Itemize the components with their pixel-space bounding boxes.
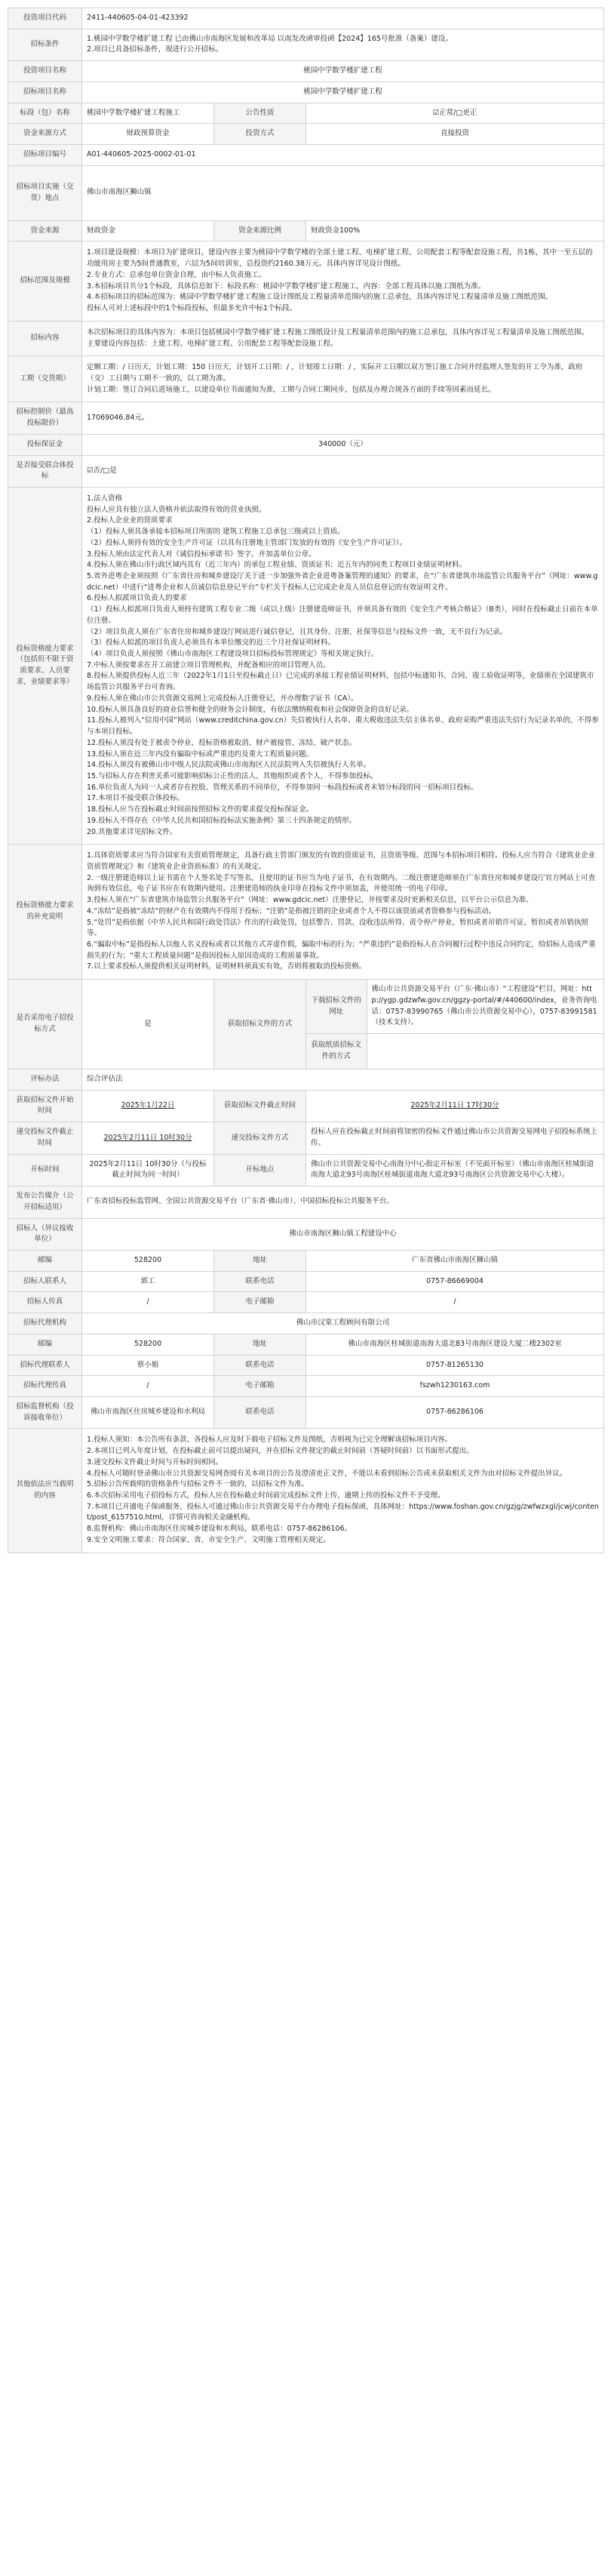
agency-addr-value: 佛山市南海区桂城街道南海大道北83号南海区建设大厦二楼2302室 bbox=[306, 1334, 604, 1355]
download-subtable bbox=[306, 980, 603, 1033]
tenderer-person-value: 郭工 bbox=[82, 1271, 214, 1292]
deposit-value: 340000（元） bbox=[82, 434, 604, 455]
qualification-line: 4.投标人须在佛山市行政区域内具有（近三年内）的承包工程业绩、资质证书；近五年内的同类工程项目业绩证明材料。 bbox=[87, 561, 467, 570]
agency-person-label: 招标代理联系人 bbox=[8, 1355, 82, 1376]
row-paper-method bbox=[306, 1034, 603, 1069]
submit-deadline-value: 2025年2月11日 10时30分 bbox=[82, 1122, 214, 1154]
agency-post-value: 528200 bbox=[82, 1334, 214, 1355]
notes-line: 8.监督机构：佛山市南海区住房城乡建设和水利局，联系电话：0757-86286106。 bbox=[87, 1525, 352, 1534]
tender-code-label: 招标项目编号 bbox=[8, 145, 82, 166]
tenderer-value: 佛山市南海区狮山镇工程建设中心 bbox=[82, 1218, 604, 1250]
paper-value bbox=[367, 1034, 603, 1069]
qualification-line: 6.投标人拟派项目负责人的要求 bbox=[87, 594, 187, 603]
qualification-line: 3.投标人须由法定代表人对《诚信投标承诺书》签字，并加盖单位公章。 bbox=[87, 549, 316, 559]
qualification-line: 5.省外进粤企业须按照《广东省住房和城乡建设厅关于进一步加强外省企业进粤备案管理的通知》的要求，在“广东省建筑市场监管公共服务平台”（网址：www.gdcic.net）中进行“进粤企业和人员诚信信息登记平台”专栏关于投标人已完成企业及人员信息登记的有效证明文件。 bbox=[87, 572, 598, 592]
row-agency bbox=[8, 1313, 604, 1334]
row-scope bbox=[8, 242, 604, 321]
row-supervisor bbox=[8, 1396, 604, 1428]
tenderer-post-value: 528200 bbox=[82, 1250, 214, 1271]
duration-line: 计划工期：签订合同后进场施工，以建设单位书面通知为准，工期与合同工期同步，包括及办理合规各方面的手续等因素而延长。 bbox=[87, 385, 496, 394]
qualification-line: （2）投标人须持有效的安全生产许可证（以具有注册地主管部门发放的有效的《安全生产许可证》）。 bbox=[87, 538, 407, 547]
scope-line: 投标人可对上述标段中的1个标段投标，但最多允许中标1个标段。 bbox=[87, 304, 297, 313]
tenderer-addr-value: 广东省佛山市南海区狮山镇 bbox=[306, 1250, 604, 1271]
doc-start-label: 获取招标文件开始时间 bbox=[8, 1090, 82, 1122]
notes-line: 9.安全文明施工要求：符合国家、省、市安全生产、文明施工管理相关规定。 bbox=[87, 1535, 330, 1544]
conditions-line: 2.项目已具备招标条件，现进行公开招标。 bbox=[87, 45, 223, 54]
publish-media-label: 发布公告媒介（公开招标适用） bbox=[8, 1186, 82, 1218]
evaluation-label: 评标办法 bbox=[8, 1069, 82, 1091]
tenderer-email-label: 电子邮箱 bbox=[214, 1292, 306, 1313]
ceiling-value: 17069046.84元。 bbox=[82, 402, 604, 434]
scope-line: 1.项目建设规模：本项目为扩建项目，建设内容主要为桃园中学数学楼的全部土建工程、电梯扩建工程、公用配套工程等配套设施工程，共1栋，其中一至五层的功能用房主要为5间普通教室，六层为5间培训室，总投资约2160.38万元。具体内容详见设计图纸。 bbox=[87, 248, 593, 269]
row-opening bbox=[8, 1154, 604, 1186]
paper-label: 获取纸质招标文件的方式 bbox=[306, 1034, 367, 1069]
row-tenderer bbox=[8, 1218, 604, 1250]
evaluation-value: 综合评估法 bbox=[82, 1069, 604, 1091]
tender-project-name-label: 招标项目名称 bbox=[8, 82, 82, 103]
announcement-status-label: 公告性质 bbox=[214, 103, 306, 124]
funds-source-type-label: 资金来源方式 bbox=[8, 124, 82, 145]
tender-announcement bbox=[8, 8, 603, 1553]
conditions-line: 1.桃园中学数学楼扩建工程 已由佛山市南海区发展和改革局 以南发改函审投函【2024】165号批准（备案）建设。 bbox=[87, 34, 453, 43]
qualification-line: 13.投标人须在近三年内没有骗取中标或严重违约及重大工程质量问题。 bbox=[87, 749, 314, 759]
scope-label: 招标范围及规模 bbox=[8, 242, 82, 321]
scope-line: 4.本招标项目的招标范围为：桃园中学数学楼扩建工程施工设计图纸及工程量清单范围内的施工总承包，具体内容详见工程量清单及施工图纸范围。 bbox=[87, 293, 553, 302]
deposit-label: 投标保证金 bbox=[8, 434, 82, 455]
row-project-code bbox=[8, 8, 604, 29]
location-label: 招标项目实施（交货）地点 bbox=[8, 165, 82, 220]
row-notes bbox=[8, 1429, 604, 1553]
row-download bbox=[306, 980, 603, 1033]
funds-ratio-value: 财政资金100% bbox=[306, 220, 604, 242]
qualification-line: 10.投标人须具备良好的商业信誉和健全的财务会计制度，有依法缴纳税收和社会保障资金的良好记录。 bbox=[87, 705, 414, 714]
project-name-value: 桃园中学数学楼扩建工程 bbox=[82, 61, 604, 82]
row-tender-code bbox=[8, 145, 604, 166]
row-publish-media bbox=[8, 1186, 604, 1218]
other-requirements-value bbox=[82, 845, 604, 980]
row-bid-section bbox=[8, 103, 604, 124]
bid-section-value: 桃园中学数学楼扩建工程施工 bbox=[82, 103, 214, 124]
duration-value bbox=[82, 356, 604, 402]
qualification-line: 20.其他要求详见招标文件。 bbox=[87, 827, 177, 836]
announcement-status-value: ☑正常/□更正 bbox=[306, 103, 604, 124]
row-content bbox=[8, 321, 604, 355]
announcement-table bbox=[8, 8, 604, 1553]
agency-email-label: 电子邮箱 bbox=[214, 1376, 306, 1397]
download-value: 佛山市公共资源交易平台（广东·佛山市）“工程建设”栏目，网址：http://ygp.gdzwfw.gov.cn/ggzy-portal/#/440600/index，业务咨询电话：0757-83990765（佛山市公共资源交易中心），0757-83991581（技术支持）。 bbox=[371, 985, 597, 1027]
agency-fax-label: 招标代理传真 bbox=[8, 1376, 82, 1397]
row-tender-project-name bbox=[8, 82, 604, 103]
project-code-label: 投资项目代码 bbox=[8, 8, 82, 29]
conditions-value bbox=[82, 29, 604, 60]
row-funds bbox=[8, 220, 604, 242]
scope-value bbox=[82, 242, 604, 321]
row-agency-post bbox=[8, 1334, 604, 1355]
qualification-line: （3）投标人拟派的项目负责人必须具有本单位缴交的近三个月社保证明材料。 bbox=[87, 639, 336, 648]
row-consortium bbox=[8, 455, 604, 487]
qualification-line: （1）投标人拟派项目负责人须持有建筑工程专业二级（或以上级）注册建造师证书，并须具备有效的《安全生产考核合格证》（B类），同时在投标截止日前在本单位注册。 bbox=[87, 605, 598, 625]
tenderer-addr-label: 地址 bbox=[214, 1250, 306, 1271]
qualification-line: 17.本项目不接受联合体投标。 bbox=[87, 794, 185, 803]
tender-code-value: A01-440605-2025-0002-01-01 bbox=[82, 145, 604, 166]
other-requirements-line: 2.一级注册建造师以上证书需在个人签名处手写签名，且使用的证书应当为电子证书，在有效期内。二级注册建造师须在广东省住房和城乡建设厅官方网站上可查询到有效信息，电子证书应在有效期内使用。注册建造师的执业印章在投标文件中须加盖，并使用统一的电子印章。 bbox=[87, 873, 596, 894]
row-conditions bbox=[8, 29, 604, 60]
other-requirements-line: 6.“骗取中标”是指投标人以他人名义投标或者以其他方式弄虚作假，骗取中标的行为；“严重违约”是指投标人在合同履行过程中违反合同约定，给招标人造成严重损失的行为；“重大工程质量问题”是指因投标人原因造成的工程质量事故。 bbox=[87, 940, 596, 960]
opening-place-value: 佛山市公共资源交易中心南海分中心指定开标室（不见面开标室）（佛山市南海区桂城街道南海大道北93号南海区桂城街道南海大道北93号南海区公共资源交易中心大楼）。 bbox=[306, 1154, 604, 1186]
conditions-label: 招标条件 bbox=[8, 29, 82, 60]
funds-source-type-value: 财政预算资金 bbox=[82, 124, 214, 145]
qualification-line: 7.中标人须按要求在开工前建立项目管理机构，并配备相应的项目管理人员。 bbox=[87, 660, 330, 669]
supervisor-value: 佛山市南海区住房城乡建设和水利局 bbox=[82, 1396, 214, 1428]
download-label: 下载招标文件的网址 bbox=[306, 980, 367, 1033]
qualification-line: （1）投标人须具备承接本招标项目所需的 建筑工程施工总承包三级或以上资质。 bbox=[87, 528, 345, 537]
row-agency-person bbox=[8, 1355, 604, 1376]
consortium-value: ☑否/□是 bbox=[82, 455, 604, 487]
tenderer-phone-value: 0757-86669004 bbox=[306, 1271, 604, 1292]
agency-value: 佛山市汉棠工程顾问有限公司 bbox=[82, 1313, 604, 1334]
agency-addr-label: 地址 bbox=[214, 1334, 306, 1355]
qualification-line: 12.投标人须没有处于被责令停业、投标资格被取消、财产被接管、冻结、破产状态。 bbox=[87, 738, 357, 747]
qualification-line: 19.投标人不得存在《中华人民共和国招标投标法实施条例》第三十四条规定的情形。 bbox=[87, 816, 357, 825]
qualification-line: 14.投标人须没有被佛山市中级人民法院或佛山市南海区人民法院列入失信被执行人名单。 bbox=[87, 761, 371, 770]
agency-fax-value: / bbox=[82, 1376, 214, 1397]
notes-line: 6.本次招标采用电子招投标方式，投标人应在投标截止时间前完成投标文件上传，逾期上传的投标文件不予受理。 bbox=[87, 1491, 445, 1500]
row-submit bbox=[8, 1122, 604, 1154]
funds-label: 资金来源 bbox=[8, 220, 82, 242]
duration-line: 定额工期：/ 日历天，计划工期：150 日历天，计划开工日期：/ ，计划竣工日期：/ ，实际开工日期以双方签订施工合同并经监理人签发的开工令为准，政府（交）工日期与工期不一致的，以工期为准。 bbox=[87, 363, 583, 383]
content-value bbox=[82, 321, 604, 355]
notes-label: 其他依法应当载明的内容 bbox=[8, 1429, 82, 1553]
tenderer-fax-label: 招标人传真 bbox=[8, 1292, 82, 1313]
submit-method-label: 递交投标文件方式 bbox=[214, 1122, 306, 1154]
row-electronic bbox=[8, 980, 604, 1034]
qualification-line: （4）项目负责人须按照《佛山市南海区工程建设项目招标投标管理规定》等相关规定执行。 bbox=[87, 650, 379, 659]
project-code-value: 2411-440605-04-01-423392 bbox=[82, 8, 604, 29]
funds-value: 财政资金 bbox=[82, 220, 214, 242]
qualification-line: （2）项目负责人须在广东省住房和城乡建设厅网站进行诚信登记，且其身份、注册、社保等信息与投标文件一致，无不良行为记录。 bbox=[87, 627, 508, 636]
opening-label: 开标时间 bbox=[8, 1154, 82, 1186]
notes-line: 4.投标人可随时登录佛山市公共资源交易网查阅有关本项目的公告及澄清更正文件，不能以未看到招标公告或未获取相关文件为由对招标文件提出异议。 bbox=[87, 1469, 567, 1478]
qualification-line: 投标人应具有独立法人资格并依法取得有效的营业执照。 bbox=[87, 505, 266, 514]
notes-line: 2.本项目已列入年度计划，在投标截止前可以提出疑问，并在招标文件规定的截止时间前（答疑时间前）以书面形式提出。 bbox=[87, 1447, 474, 1456]
doc-start-value: 2025年1月22日 bbox=[82, 1090, 214, 1122]
row-qualification bbox=[8, 487, 604, 844]
other-requirements-line: 4.“冻结”是指被“冻结”的财产在有效期内不得用于投标；“注销”是指被注销的企业或者个人不得以该资质或者资格参与投标活动。 bbox=[87, 906, 496, 916]
row-other-requirements bbox=[8, 845, 604, 980]
row-project-name bbox=[8, 61, 604, 82]
row-agency-fax bbox=[8, 1376, 604, 1397]
doc-end-value: 2025年2月11日 17时30分 bbox=[306, 1090, 604, 1122]
row-funds-source-type bbox=[8, 124, 604, 145]
agency-post-label: 邮编 bbox=[8, 1334, 82, 1355]
qualification-value bbox=[82, 487, 604, 844]
agency-label: 招标代理机构 bbox=[8, 1313, 82, 1334]
content-label: 招标内容 bbox=[8, 321, 82, 355]
notes-line: 3.递交投标文件截止时间与开标时间相同。 bbox=[87, 1457, 223, 1467]
qualification-line: 18.投标人应当在投标截止时间前按照招标文件的要求提交投标保证金。 bbox=[87, 805, 314, 814]
row-deposit bbox=[8, 434, 604, 455]
publish-media-value: 广东省招标投标监管网、全国公共资源交易平台（广东省·佛山市）、中国招标投标公共服务平台。 bbox=[82, 1186, 604, 1218]
supervisor-phone-value: 0757-86286106 bbox=[306, 1396, 604, 1428]
agency-person-value: 蔡小姐 bbox=[82, 1355, 214, 1376]
content-line: 本次招标项目的具体内容为：本项目包括桃园中学数学楼扩建工程施工图纸设计及工程量清单范围内的施工总承包，具体内容详见工程量清单及施工图纸范围。 bbox=[87, 328, 589, 337]
tenderer-phone-label: 联系电话 bbox=[214, 1271, 306, 1292]
row-ceiling bbox=[8, 402, 604, 434]
qualification-line: 15.与招标人存在利害关系可能影响招标公正性的法人、其他组织或者个人，不得参加投标。 bbox=[87, 771, 378, 780]
row-tenderer-person bbox=[8, 1271, 604, 1292]
supervisor-phone-label: 联系电话 bbox=[214, 1396, 306, 1428]
agency-phone-label: 联系电话 bbox=[214, 1355, 306, 1376]
duration-label: 工期（交货期） bbox=[8, 356, 82, 402]
agency-phone-value: 0757-81265130 bbox=[306, 1355, 604, 1376]
download-cell bbox=[306, 980, 604, 1034]
qualification-label: 投标资格能力要求（包括但不限于资质要求、人员要求、业绩要求等） bbox=[8, 487, 82, 844]
doc-end-label: 获取招标文件截止时间 bbox=[214, 1090, 306, 1122]
row-tenderer-fax bbox=[8, 1292, 604, 1313]
consortium-label: 是否接受联合体投标 bbox=[8, 455, 82, 487]
notes-line: 1.投标人须知：本公告所有条款、各投标人应及时下载电子招标文件及图纸，否则视为已完全理解该招标项目内容。 bbox=[87, 1436, 453, 1445]
qualification-line: 2.投标人企业业的资质要求 bbox=[87, 516, 173, 525]
location-value: 佛山市南海区狮山镇 bbox=[82, 165, 604, 220]
tenderer-person-label: 招标人联系人 bbox=[8, 1271, 82, 1292]
row-doc-time bbox=[8, 1090, 604, 1122]
tenderer-post-label: 邮编 bbox=[8, 1250, 82, 1271]
submit-deadline-label: 递交投标文件截止时间 bbox=[8, 1122, 82, 1154]
bid-section-label: 标段（包）名称 bbox=[8, 103, 82, 124]
row-evaluation bbox=[8, 1069, 604, 1091]
paper-subtable bbox=[306, 1034, 603, 1069]
supervisor-label: 招标监督机构（投诉接收单位） bbox=[8, 1396, 82, 1428]
get-method-label: 获取招标文件的方式 bbox=[214, 980, 306, 1069]
tenderer-email-value: / bbox=[306, 1292, 604, 1313]
notes-line: 7.本项目已开通电子保函服务，投标人可通过佛山市公共资源交易平台办理电子投标保函，具体网址：https://www.foshan.gov.cn/gzjg/zwfwzxgl/jcwj/content/post_6157510.html，详情可咨询相关金融机构。 bbox=[87, 1502, 599, 1522]
row-duration bbox=[8, 356, 604, 402]
paper-cell bbox=[306, 1034, 604, 1069]
other-requirements-line: 1.具体资质要求应当符合国家有关资质管理规定，具备行政主管部门颁发的有效的资质证书，且资质等级、范围与本招标项目相符。投标人应当符合《建筑业企业资质管理规定》和《建筑业企业资质标准》的有关规定。 bbox=[87, 851, 596, 871]
agency-email-value: fszwh1230163.com bbox=[306, 1376, 604, 1397]
ceiling-label: 招标控制价（最高投标限价） bbox=[8, 402, 82, 434]
scope-line: 2.专业方式：总承包单位资金自理，由中标人负责施工。 bbox=[87, 270, 266, 279]
content-line: 主要建设内容包括：土建工程、电梯扩建工程、公用配套工程等配套设施工程。 bbox=[87, 339, 338, 348]
notes-value bbox=[82, 1429, 604, 1553]
project-name-label: 投资项目名称 bbox=[8, 61, 82, 82]
scope-line: 3.本招标项目共分1个标段，具体信息如下：标段名称：桃园中学数学楼扩建工程施工，内容：全部工程具体以施工图纸为准。 bbox=[87, 282, 486, 291]
other-requirements-line: 3.投标人须在“广东省建筑市场监管公共服务平台”（网址：www.gdcic.net）注册登记，并按要求及时更新相关信息，以平台公示信息为准。 bbox=[87, 896, 533, 905]
qualification-line: 11.投标人被列入“信用中国”网站（www.creditchina.gov.cn）失信被执行人名单、重大税收违法失信主体名单、政府采购严重违法失信行为记录名单的，不得参与本项目投标。 bbox=[87, 716, 599, 737]
qualification-line: 1.法人资格 bbox=[87, 494, 123, 503]
tenderer-label: 招标人（异议接收单位） bbox=[8, 1218, 82, 1250]
electronic-value: 是 bbox=[82, 980, 214, 1069]
investment-scheme-label: 投资方式 bbox=[214, 124, 306, 145]
submit-method-value: 投标人应在投标截止时间前将加密的投标文件通过佛山市公共资源交易网电子招投标系统上传。 bbox=[306, 1122, 604, 1154]
notes-line: 5.招标公告所载明的资格条件与招标文件不一致的，以招标文件为准。 bbox=[87, 1480, 309, 1489]
qualification-line: 9.投标人须在佛山市公共资源交易网上完成投标人注册登记，并办理数字证书（CA）。 bbox=[87, 694, 358, 703]
other-requirements-line: 7.以上要求投标人须提供相关证明材料，证明材料须真实有效，否则将被取消投标资格。 bbox=[87, 962, 367, 971]
opening-value: 2025年2月11日 10时30分（与投标截止时间为同一时间） bbox=[82, 1154, 214, 1186]
qualification-line: 8.投标人须提供投标人近三年（2022年1月1日至投标截止日）已完成的承接工程业绩证明材料，包括中标通知书、合同、竣工验收证明等，业绩须在全国建筑市场监管公共服务平台可查询。 bbox=[87, 672, 594, 692]
row-tenderer-post bbox=[8, 1250, 604, 1271]
electronic-label: 是否采用电子招投标方式 bbox=[8, 980, 82, 1069]
other-requirements-line: 5.“处罚”是指依据《中华人民共和国行政处罚法》作出的行政处罚，包括警告、罚款、没收违法所得、责令停产停业、暂扣或者吊销许可证、暂扣或者吊销执照等。 bbox=[87, 918, 588, 938]
other-requirements-label: 投标资格能力要求的补充说明 bbox=[8, 845, 82, 980]
funds-ratio-label: 资金来源比例 bbox=[214, 220, 306, 242]
row-location bbox=[8, 165, 604, 220]
qualification-line: 16.单位负责人为同一人或者存在控股、管理关系的不同单位，不得参加同一标段投标或者未划分标段的同一招标项目投标。 bbox=[87, 783, 478, 792]
investment-scheme-value: 直接投资 bbox=[306, 124, 604, 145]
opening-place-label: 开标地点 bbox=[214, 1154, 306, 1186]
tenderer-fax-value: / bbox=[82, 1292, 214, 1313]
tender-project-name-value: 桃园中学数学楼扩建工程 bbox=[82, 82, 604, 103]
